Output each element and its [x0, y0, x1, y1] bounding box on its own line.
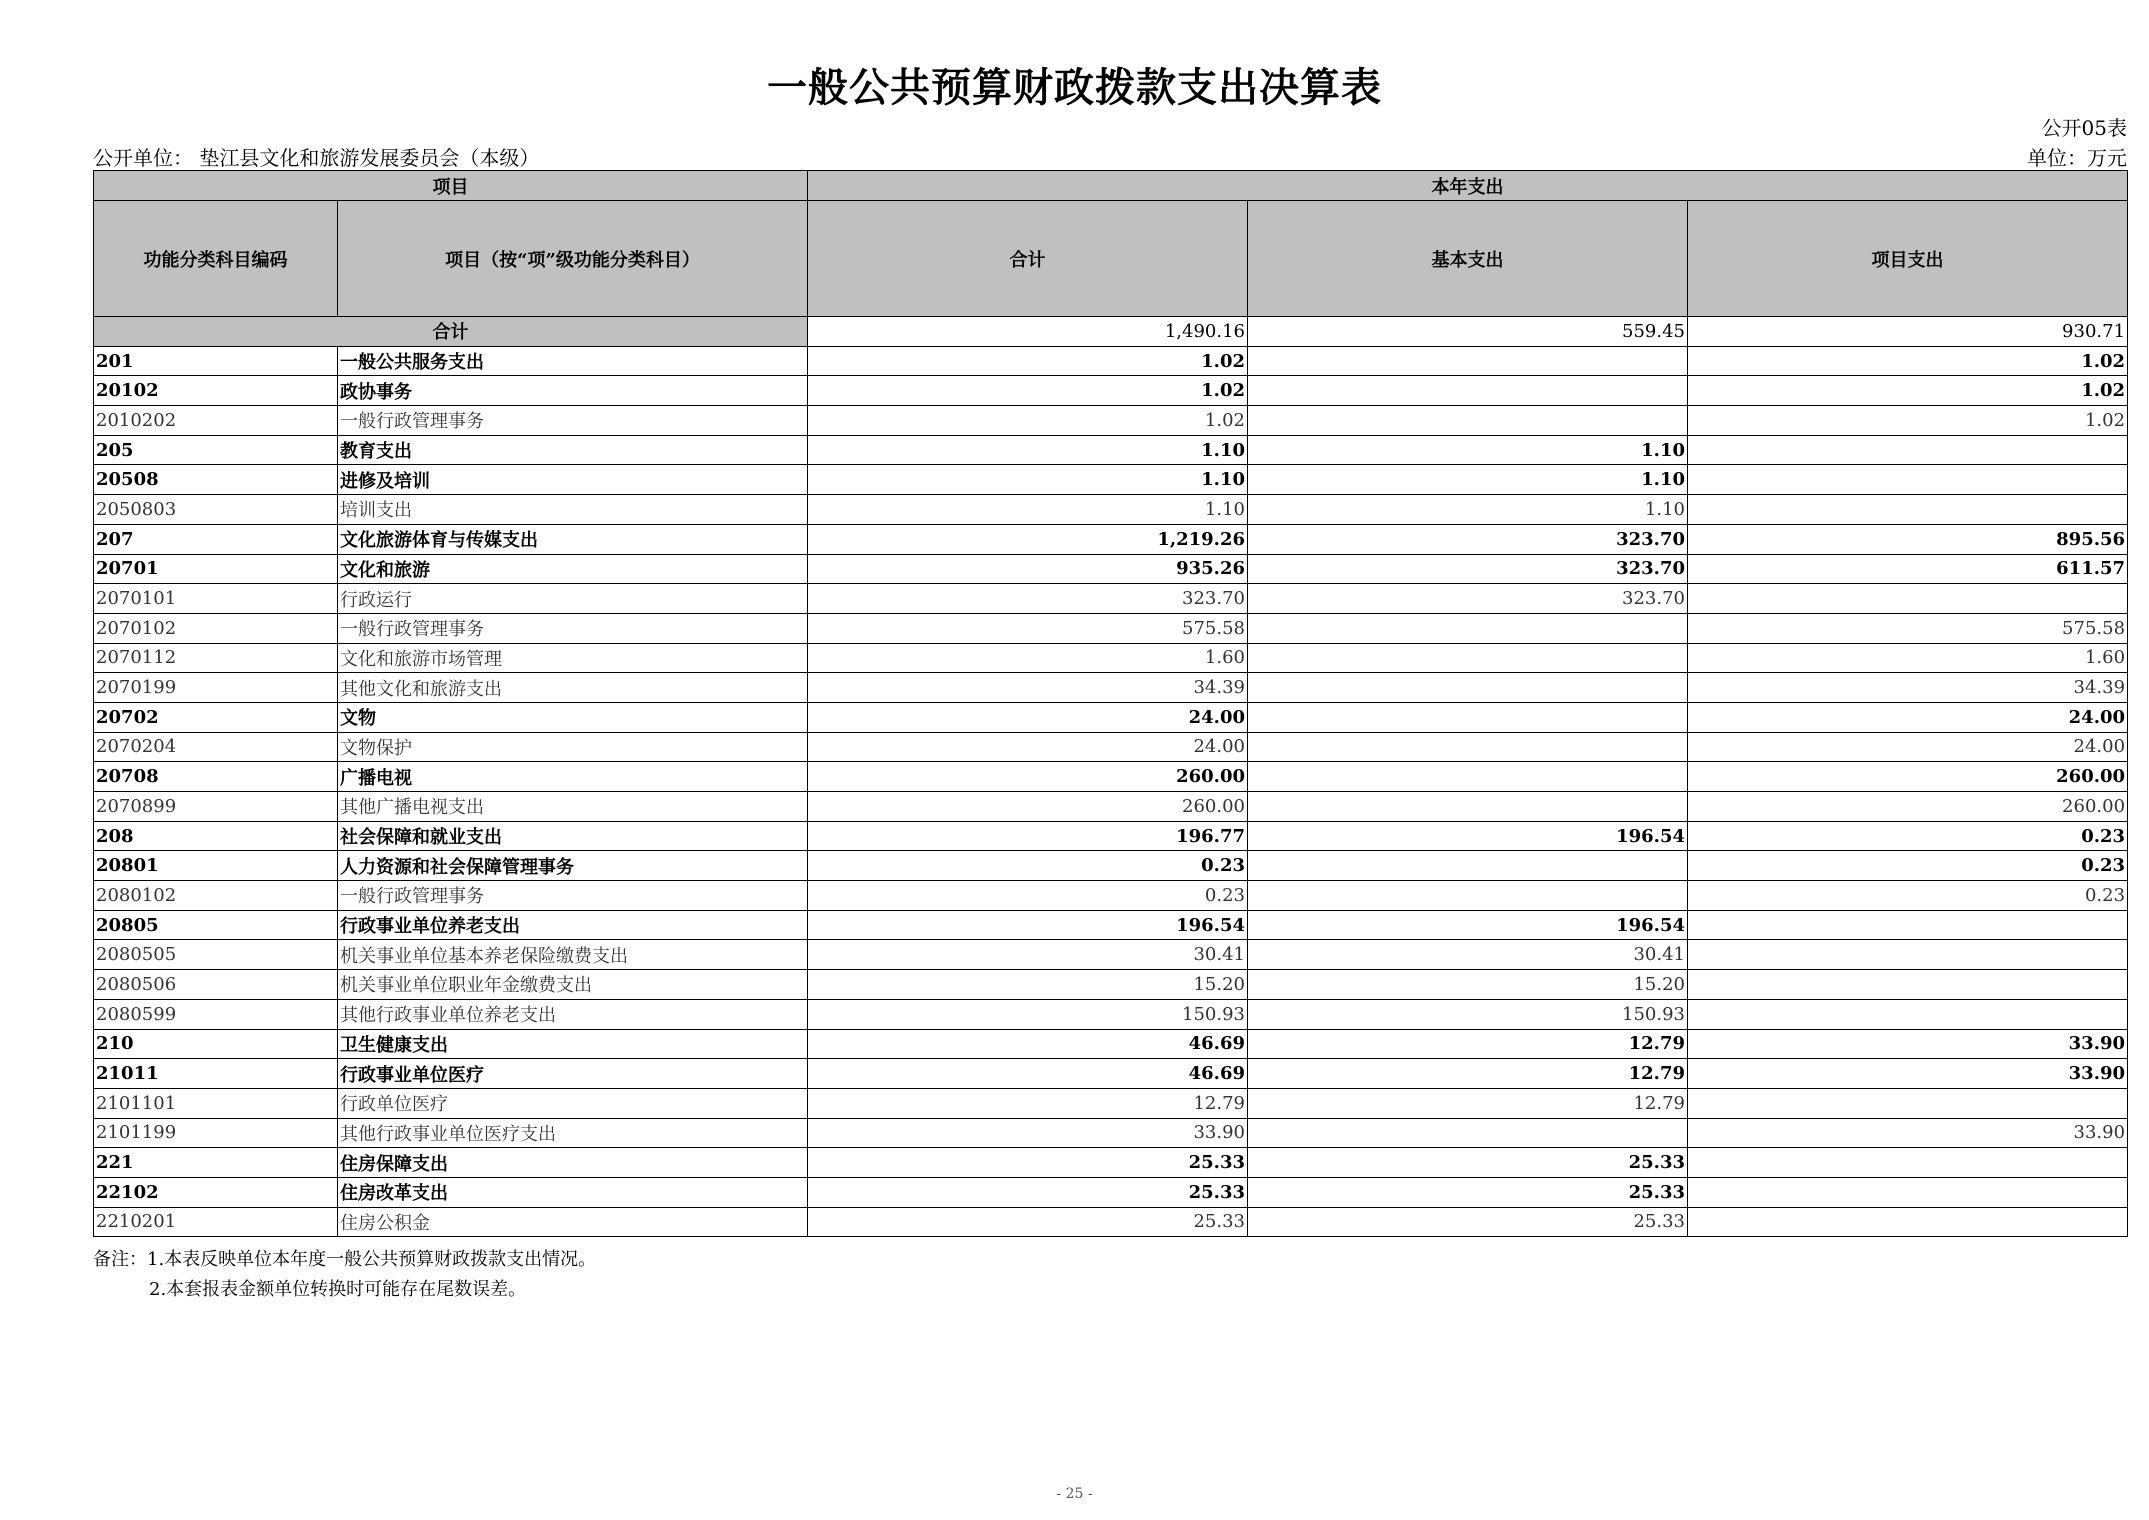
row-code: 221: [94, 1148, 338, 1178]
row-project: 0.23: [1688, 821, 2128, 851]
row-basic: [1248, 376, 1688, 406]
row-total: 46.69: [808, 1059, 1248, 1089]
row-code: 21011: [94, 1059, 338, 1089]
row-project: 34.39: [1688, 673, 2128, 703]
row-name: 一般行政管理事务: [338, 881, 808, 911]
header-basic: 基本支出: [1248, 201, 1688, 317]
row-project: 0.23: [1688, 851, 2128, 881]
row-code: 20701: [94, 554, 338, 584]
row-project: 33.90: [1688, 1029, 2128, 1059]
row-name: 其他行政事业单位医疗支出: [338, 1118, 808, 1148]
row-total: 1.10: [808, 495, 1248, 525]
row-code: 20102: [94, 376, 338, 406]
row-project: [1688, 970, 2128, 1000]
header-code: 功能分类科目编码: [94, 201, 338, 317]
row-name: 培训支出: [338, 495, 808, 525]
row-name: 政协事务: [338, 376, 808, 406]
row-project: [1688, 435, 2128, 465]
total-project: 930.71: [1688, 317, 2128, 347]
row-project: [1688, 1207, 2128, 1237]
row-total: 15.20: [808, 970, 1248, 1000]
reporting-unit-label: 公开单位：: [93, 146, 193, 170]
row-total: 0.23: [808, 881, 1248, 911]
row-name: 机关事业单位职业年金缴费支出: [338, 970, 808, 1000]
notes: [93, 1245, 596, 1305]
table-row: [94, 673, 2128, 703]
row-project: 1.02: [1688, 376, 2128, 406]
row-code: 2210201: [94, 1207, 338, 1237]
row-name: 一般公共服务支出: [338, 346, 808, 376]
row-total: 935.26: [808, 554, 1248, 584]
row-total: 1.10: [808, 465, 1248, 495]
row-basic: 196.54: [1248, 910, 1688, 940]
row-basic: [1248, 762, 1688, 792]
row-total: 25.33: [808, 1177, 1248, 1207]
table-row: [94, 584, 2128, 614]
row-name: 住房改革支出: [338, 1177, 808, 1207]
header-this-year-group: 本年支出: [808, 171, 2128, 201]
row-total: 1.02: [808, 346, 1248, 376]
page-title: 一般公共预算财政拨款支出决算表: [767, 64, 1382, 111]
table-row: [94, 762, 2128, 792]
row-total: 196.54: [808, 910, 1248, 940]
table-row: [94, 435, 2128, 465]
row-total: 25.33: [808, 1207, 1248, 1237]
table-row: [94, 1177, 2128, 1207]
row-project: [1688, 1148, 2128, 1178]
row-code: 20805: [94, 910, 338, 940]
table-row: [94, 1118, 2128, 1148]
row-code: 2080102: [94, 881, 338, 911]
table-row: [94, 792, 2128, 822]
row-basic: 12.79: [1248, 1088, 1688, 1118]
row-code: 20708: [94, 762, 338, 792]
row-project: 1.02: [1688, 346, 2128, 376]
row-name: 行政事业单位养老支出: [338, 910, 808, 940]
table-row: [94, 1059, 2128, 1089]
row-basic: 1.10: [1248, 495, 1688, 525]
row-total: 1.02: [808, 406, 1248, 436]
row-name: 广播电视: [338, 762, 808, 792]
row-basic: [1248, 613, 1688, 643]
row-code: 210: [94, 1029, 338, 1059]
row-total: 196.77: [808, 821, 1248, 851]
row-basic: [1248, 732, 1688, 762]
row-project: [1688, 584, 2128, 614]
row-basic: 1.10: [1248, 465, 1688, 495]
row-code: 2070204: [94, 732, 338, 762]
reporting-unit-name: 垫江县文化和旅游发展委员会（本级）: [199, 146, 540, 170]
table-row: [94, 821, 2128, 851]
row-basic: 323.70: [1248, 524, 1688, 554]
row-project: [1688, 465, 2128, 495]
row-total: 24.00: [808, 732, 1248, 762]
row-project: 611.57: [1688, 554, 2128, 584]
row-name: 教育支出: [338, 435, 808, 465]
row-basic: 196.54: [1248, 821, 1688, 851]
row-name: 住房保障支出: [338, 1148, 808, 1178]
row-name: 住房公积金: [338, 1207, 808, 1237]
row-project: [1688, 940, 2128, 970]
row-total: 575.58: [808, 613, 1248, 643]
row-basic: [1248, 702, 1688, 732]
table-row: [94, 1148, 2128, 1178]
row-name: 其他行政事业单位养老支出: [338, 999, 808, 1029]
row-total: 260.00: [808, 792, 1248, 822]
row-code: 2101101: [94, 1088, 338, 1118]
row-basic: 323.70: [1248, 584, 1688, 614]
row-total: 150.93: [808, 999, 1248, 1029]
row-total: 260.00: [808, 762, 1248, 792]
row-code: 2101199: [94, 1118, 338, 1148]
row-code: 2010202: [94, 406, 338, 436]
row-basic: [1248, 346, 1688, 376]
expenditure-table: [93, 170, 2128, 1237]
row-code: 207: [94, 524, 338, 554]
row-project: 33.90: [1688, 1118, 2128, 1148]
form-number: 公开05表: [2041, 116, 2127, 140]
table-row: [94, 643, 2128, 673]
row-project: [1688, 495, 2128, 525]
row-code: 2080599: [94, 999, 338, 1029]
row-basic: [1248, 1118, 1688, 1148]
row-project: 33.90: [1688, 1059, 2128, 1089]
row-name: 人力资源和社会保障管理事务: [338, 851, 808, 881]
row-basic: [1248, 851, 1688, 881]
row-name: 进修及培训: [338, 465, 808, 495]
row-basic: 25.33: [1248, 1177, 1688, 1207]
row-code: 2070101: [94, 584, 338, 614]
table-row: [94, 1088, 2128, 1118]
row-name: 其他广播电视支出: [338, 792, 808, 822]
row-code: 2050803: [94, 495, 338, 525]
row-name: 一般行政管理事务: [338, 406, 808, 436]
total-row: [94, 317, 2128, 347]
row-name: 其他文化和旅游支出: [338, 673, 808, 703]
row-code: 2080506: [94, 970, 338, 1000]
row-basic: 150.93: [1248, 999, 1688, 1029]
header-item-group: 项目: [94, 171, 808, 201]
row-basic: [1248, 406, 1688, 436]
table-row: [94, 554, 2128, 584]
table-row: [94, 970, 2128, 1000]
row-project: [1688, 1177, 2128, 1207]
total-label: 合计: [94, 317, 808, 347]
row-total: 1,219.26: [808, 524, 1248, 554]
row-total: 1.10: [808, 435, 1248, 465]
row-basic: 25.33: [1248, 1148, 1688, 1178]
row-basic: [1248, 792, 1688, 822]
row-basic: 30.41: [1248, 940, 1688, 970]
row-project: 895.56: [1688, 524, 2128, 554]
row-basic: 25.33: [1248, 1207, 1688, 1237]
row-project: [1688, 999, 2128, 1029]
table-row: [94, 406, 2128, 436]
table-row: [94, 524, 2128, 554]
table-row: [94, 702, 2128, 732]
row-basic: [1248, 881, 1688, 911]
row-project: 1.02: [1688, 406, 2128, 436]
row-name: 行政运行: [338, 584, 808, 614]
row-total: 12.79: [808, 1088, 1248, 1118]
row-name: 一般行政管理事务: [338, 613, 808, 643]
row-name: 文物保护: [338, 732, 808, 762]
row-basic: 12.79: [1248, 1029, 1688, 1059]
table-row: [94, 851, 2128, 881]
row-project: [1688, 1088, 2128, 1118]
header-project: 项目支出: [1688, 201, 2128, 317]
row-total: 34.39: [808, 673, 1248, 703]
reporting-unit: [93, 142, 539, 171]
row-code: 2080505: [94, 940, 338, 970]
row-project: 24.00: [1688, 732, 2128, 762]
row-total: 323.70: [808, 584, 1248, 614]
row-basic: [1248, 643, 1688, 673]
total-basic: 559.45: [1248, 317, 1688, 347]
row-project: [1688, 910, 2128, 940]
row-total: 1.60: [808, 643, 1248, 673]
row-project: 0.23: [1688, 881, 2128, 911]
header-name: 项目（按“项”级功能分类科目）: [338, 201, 808, 317]
page-number: - 25 -: [1056, 1486, 1093, 1502]
row-name: 文物: [338, 702, 808, 732]
row-basic: 323.70: [1248, 554, 1688, 584]
table-row: [94, 1207, 2128, 1237]
row-name: 社会保障和就业支出: [338, 821, 808, 851]
row-total: 46.69: [808, 1029, 1248, 1059]
table-row: [94, 346, 2128, 376]
row-name: 文化旅游体育与传媒支出: [338, 524, 808, 554]
table-row: [94, 1029, 2128, 1059]
row-project: 260.00: [1688, 792, 2128, 822]
row-name: 行政事业单位医疗: [338, 1059, 808, 1089]
row-total: 0.23: [808, 851, 1248, 881]
table-row: [94, 881, 2128, 911]
note-1: 备注：1.本表反映单位本年度一般公共预算财政拨款支出情况。: [93, 1249, 597, 1270]
row-name: 机关事业单位基本养老保险缴费支出: [338, 940, 808, 970]
table-row: [94, 940, 2128, 970]
row-project: 575.58: [1688, 613, 2128, 643]
table-row: [94, 999, 2128, 1029]
row-code: 205: [94, 435, 338, 465]
row-total: 24.00: [808, 702, 1248, 732]
row-code: 20508: [94, 465, 338, 495]
row-basic: 1.10: [1248, 435, 1688, 465]
table-row: [94, 613, 2128, 643]
row-basic: 12.79: [1248, 1059, 1688, 1089]
row-project: 24.00: [1688, 702, 2128, 732]
total-amount: 1,490.16: [808, 317, 1248, 347]
note-2: 2.本套报表金额单位转换时可能存在尾数误差。: [149, 1279, 527, 1300]
row-name: 文化和旅游市场管理: [338, 643, 808, 673]
row-code: 2070199: [94, 673, 338, 703]
header-total: 合计: [808, 201, 1248, 317]
row-basic: [1248, 673, 1688, 703]
row-code: 208: [94, 821, 338, 851]
table-row: [94, 376, 2128, 406]
row-total: 30.41: [808, 940, 1248, 970]
table-row: [94, 465, 2128, 495]
row-name: 卫生健康支出: [338, 1029, 808, 1059]
row-code: 20801: [94, 851, 338, 881]
row-name: 行政单位医疗: [338, 1088, 808, 1118]
row-code: 2070102: [94, 613, 338, 643]
row-code: 2070112: [94, 643, 338, 673]
row-project: 260.00: [1688, 762, 2128, 792]
table-row: [94, 495, 2128, 525]
row-total: 1.02: [808, 376, 1248, 406]
row-total: 33.90: [808, 1118, 1248, 1148]
row-code: 2070899: [94, 792, 338, 822]
row-code: 20702: [94, 702, 338, 732]
row-project: 1.60: [1688, 643, 2128, 673]
row-name: 文化和旅游: [338, 554, 808, 584]
table-row: [94, 910, 2128, 940]
row-code: 22102: [94, 1177, 338, 1207]
table-row: [94, 732, 2128, 762]
currency-unit: 单位：万元: [2027, 146, 2127, 170]
row-total: 25.33: [808, 1148, 1248, 1178]
row-basic: 15.20: [1248, 970, 1688, 1000]
row-code: 201: [94, 346, 338, 376]
